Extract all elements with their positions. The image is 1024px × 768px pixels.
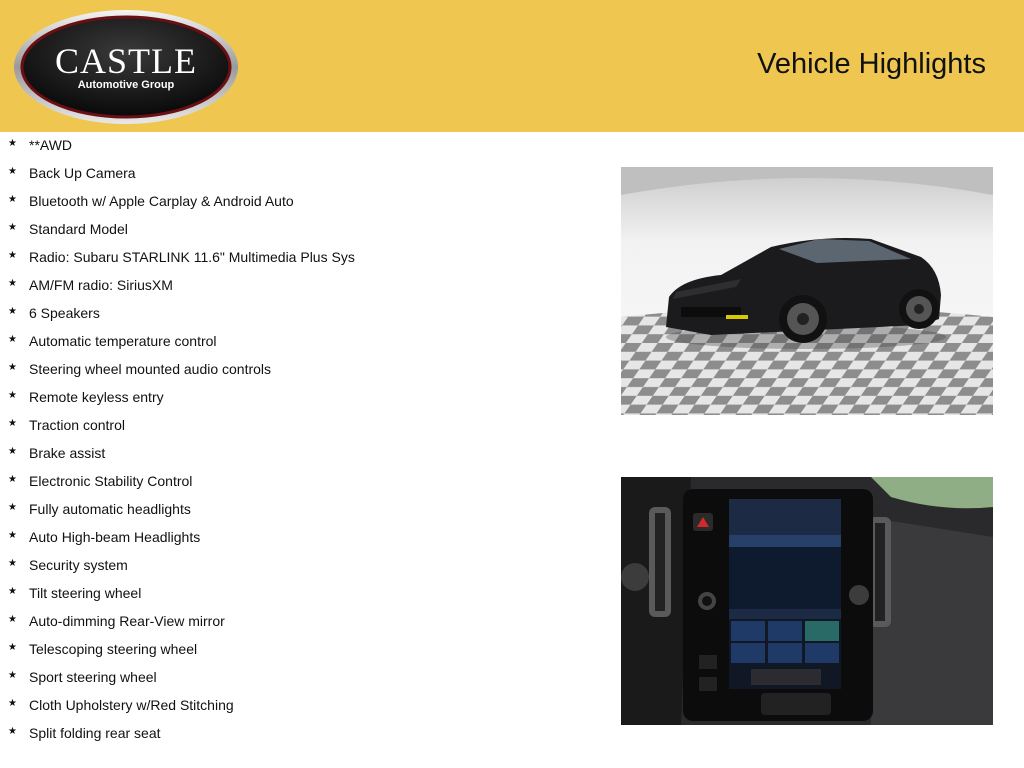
feature-item	[8, 472, 355, 500]
feature-item	[8, 668, 355, 696]
feature-item	[8, 640, 355, 668]
feature-label: Steering wheel mounted audio controls	[29, 361, 272, 377]
star-icon: ★	[8, 390, 17, 401]
feature-item	[8, 136, 355, 164]
feature-label: Auto-dimming Rear-View mirror	[29, 613, 225, 629]
feature-label: Traction control	[29, 417, 125, 433]
star-icon: ★	[8, 306, 17, 317]
feature-item	[8, 500, 355, 528]
feature-label: Automatic temperature control	[29, 333, 217, 349]
star-icon: ★	[8, 698, 17, 709]
star-icon: ★	[8, 474, 17, 485]
star-icon: ★	[8, 166, 17, 177]
star-icon: ★	[8, 530, 17, 541]
feature-list	[8, 136, 355, 752]
feature-label: Remote keyless entry	[29, 389, 164, 405]
star-icon: ★	[8, 586, 17, 597]
star-icon: ★	[8, 278, 17, 289]
feature-item	[8, 360, 355, 388]
infotainment-screen-photo	[621, 477, 993, 725]
header-bar	[0, 0, 1024, 132]
feature-label: Brake assist	[29, 445, 106, 461]
star-icon: ★	[8, 642, 17, 653]
feature-label: Security system	[29, 557, 128, 573]
star-icon: ★	[8, 138, 17, 149]
feature-item	[8, 248, 355, 276]
feature-item	[8, 304, 355, 332]
star-icon: ★	[8, 194, 17, 205]
star-icon: ★	[8, 558, 17, 569]
feature-item	[8, 416, 355, 444]
logo-wordmark: CASTLE	[54, 41, 198, 81]
star-icon: ★	[8, 726, 17, 737]
feature-label: Electronic Stability Control	[29, 473, 193, 489]
star-icon: ★	[8, 502, 17, 513]
star-icon: ★	[8, 670, 17, 681]
star-icon: ★	[8, 334, 17, 345]
feature-item	[8, 276, 355, 304]
star-icon: ★	[8, 418, 17, 429]
star-icon: ★	[8, 362, 17, 373]
feature-label: Split folding rear seat	[29, 725, 161, 741]
feature-label: Sport steering wheel	[29, 669, 157, 685]
feature-item	[8, 388, 355, 416]
feature-item	[8, 612, 355, 640]
feature-item	[8, 724, 355, 752]
feature-label: Radio: Subaru STARLINK 11.6" Multimedia Plus Sys	[29, 249, 355, 265]
star-icon: ★	[8, 222, 17, 233]
feature-item	[8, 584, 355, 612]
feature-item	[8, 696, 355, 724]
feature-label: **AWD	[29, 137, 73, 153]
vehicle-exterior-photo	[621, 167, 993, 415]
feature-label: Cloth Upholstery w/Red Stitching	[29, 697, 234, 713]
star-icon: ★	[8, 614, 17, 625]
feature-item	[8, 220, 355, 248]
page-title: Vehicle Highlights	[757, 48, 986, 80]
feature-label: Telescoping steering wheel	[29, 641, 198, 657]
feature-label: AM/FM radio: SiriusXM	[29, 277, 173, 293]
feature-item	[8, 528, 355, 556]
logo-tagline: Automotive Group	[77, 79, 175, 91]
feature-item	[8, 556, 355, 584]
feature-label: 6 Speakers	[29, 305, 100, 321]
castle-logo	[13, 9, 239, 125]
feature-label: Auto High-beam Headlights	[29, 529, 201, 545]
feature-item	[8, 192, 355, 220]
feature-item	[8, 332, 355, 360]
star-icon: ★	[8, 250, 17, 261]
feature-label: Back Up Camera	[29, 165, 136, 181]
feature-item	[8, 444, 355, 472]
star-icon: ★	[8, 446, 17, 457]
feature-label: Standard Model	[29, 221, 128, 237]
feature-label: Bluetooth w/ Apple Carplay & Android Auto	[29, 193, 294, 209]
feature-label: Fully automatic headlights	[29, 501, 191, 517]
feature-item	[8, 164, 355, 192]
feature-label: Tilt steering wheel	[29, 585, 142, 601]
